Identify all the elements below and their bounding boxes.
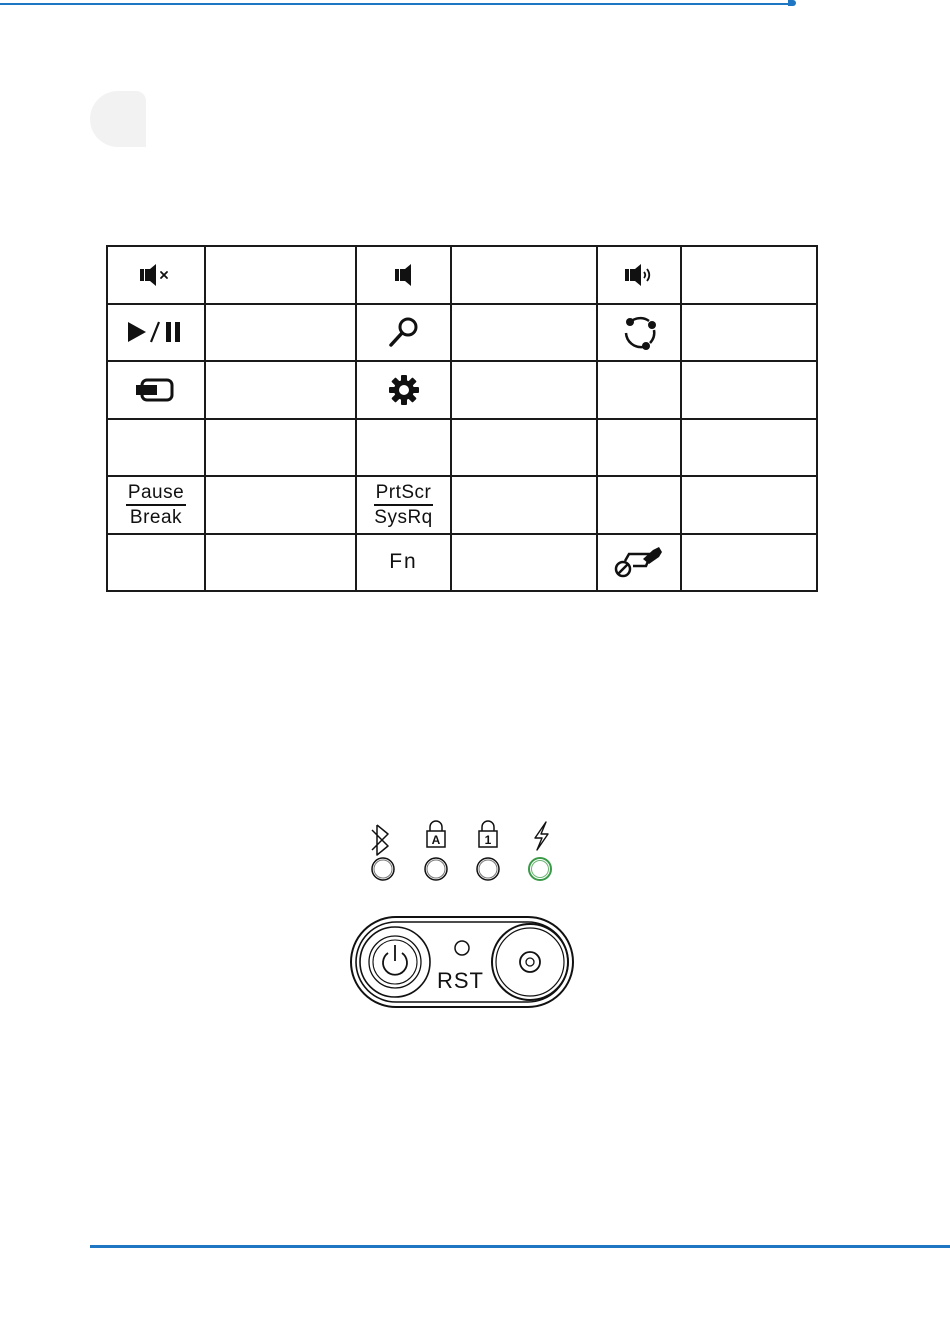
empty-description-cell: [451, 419, 597, 477]
caps-lock-icon: [427, 821, 445, 847]
pause-break-description-cell: [205, 476, 356, 534]
bluetooth-icon: [372, 825, 388, 855]
hotkey-table: [106, 245, 818, 592]
search-icon: [357, 315, 450, 349]
empty-key-cell: [356, 419, 451, 477]
empty-key-cell: [597, 476, 681, 534]
share-icon: [598, 312, 680, 352]
play-pause-key-cell: [107, 304, 205, 362]
settings-description-cell: [451, 361, 597, 419]
search-description-cell: [451, 304, 597, 362]
fn-key-label: Fn: [389, 550, 418, 574]
search-key-cell: [356, 304, 451, 362]
fn-key-cell: [356, 534, 451, 592]
display-switch-description-cell: [205, 361, 356, 419]
charging-icon: [535, 822, 548, 850]
empty-key-cell: [597, 361, 681, 419]
empty-key-cell: [597, 419, 681, 477]
table-row: [107, 476, 817, 534]
brand-logo: [90, 91, 146, 147]
share-description-cell: [681, 304, 817, 362]
table-row: [107, 534, 817, 592]
footer-rule: [90, 1245, 950, 1248]
reset-pinhole: [455, 941, 469, 955]
mute-key-cell: [107, 246, 205, 304]
touchpad-disable-icon: [598, 545, 680, 579]
volume-up-description-cell: [681, 246, 817, 304]
table-row: [107, 246, 817, 304]
caps-lock-glyph: A: [431, 833, 441, 847]
power-button-icon: [360, 927, 430, 997]
empty-description-cell: [205, 419, 356, 477]
play-pause-description-cell: [205, 304, 356, 362]
mute-description-cell: [205, 246, 356, 304]
prtscr-label: PrtScr: [374, 482, 434, 506]
empty-description-cell: [205, 534, 356, 592]
volume-up-key-cell: [597, 246, 681, 304]
volume-down-key-cell: [356, 246, 451, 304]
caps-lock-led: [425, 858, 447, 880]
empty-description-cell: [681, 476, 817, 534]
prtscr-sysrq-description-cell: [451, 476, 597, 534]
break-label: Break: [129, 506, 183, 528]
volume-down-icon: [357, 262, 450, 288]
volume-up-icon: [598, 262, 680, 288]
num-lock-led: [477, 858, 499, 880]
table-row: [107, 304, 817, 362]
pairing-button-icon: [492, 924, 568, 1000]
touchpad-disable-description-cell: [681, 534, 817, 592]
prtscr-sysrq-key-cell: [356, 476, 451, 534]
pause-break-key-label: [126, 482, 186, 528]
play-pause-icon: [108, 320, 204, 344]
header-rule: [0, 0, 950, 6]
pause-break-key-cell: [107, 476, 205, 534]
display-switch-icon: [108, 376, 204, 404]
fn-description-cell: [451, 534, 597, 592]
volume-down-description-cell: [451, 246, 597, 304]
table-row: [107, 419, 817, 477]
empty-description-cell: [681, 361, 817, 419]
settings-gear-icon: [357, 373, 450, 407]
touchpad-disable-key-cell: [597, 534, 681, 592]
settings-key-cell: [356, 361, 451, 419]
empty-description-cell: [681, 419, 817, 477]
empty-key-cell: [107, 534, 205, 592]
charging-led: [529, 858, 551, 880]
num-lock-icon: [479, 821, 497, 847]
reset-label: RST: [437, 968, 484, 993]
bluetooth-led: [372, 858, 394, 880]
share-key-cell: [597, 304, 681, 362]
sysrq-label: SysRq: [374, 506, 433, 528]
prtscr-sysrq-key-label: [374, 482, 434, 528]
table-row: [107, 361, 817, 419]
empty-key-cell: [107, 419, 205, 477]
num-lock-glyph: 1: [484, 833, 492, 847]
display-switch-key-cell: [107, 361, 205, 419]
pause-label: Pause: [126, 482, 186, 506]
mute-icon: [108, 263, 204, 287]
